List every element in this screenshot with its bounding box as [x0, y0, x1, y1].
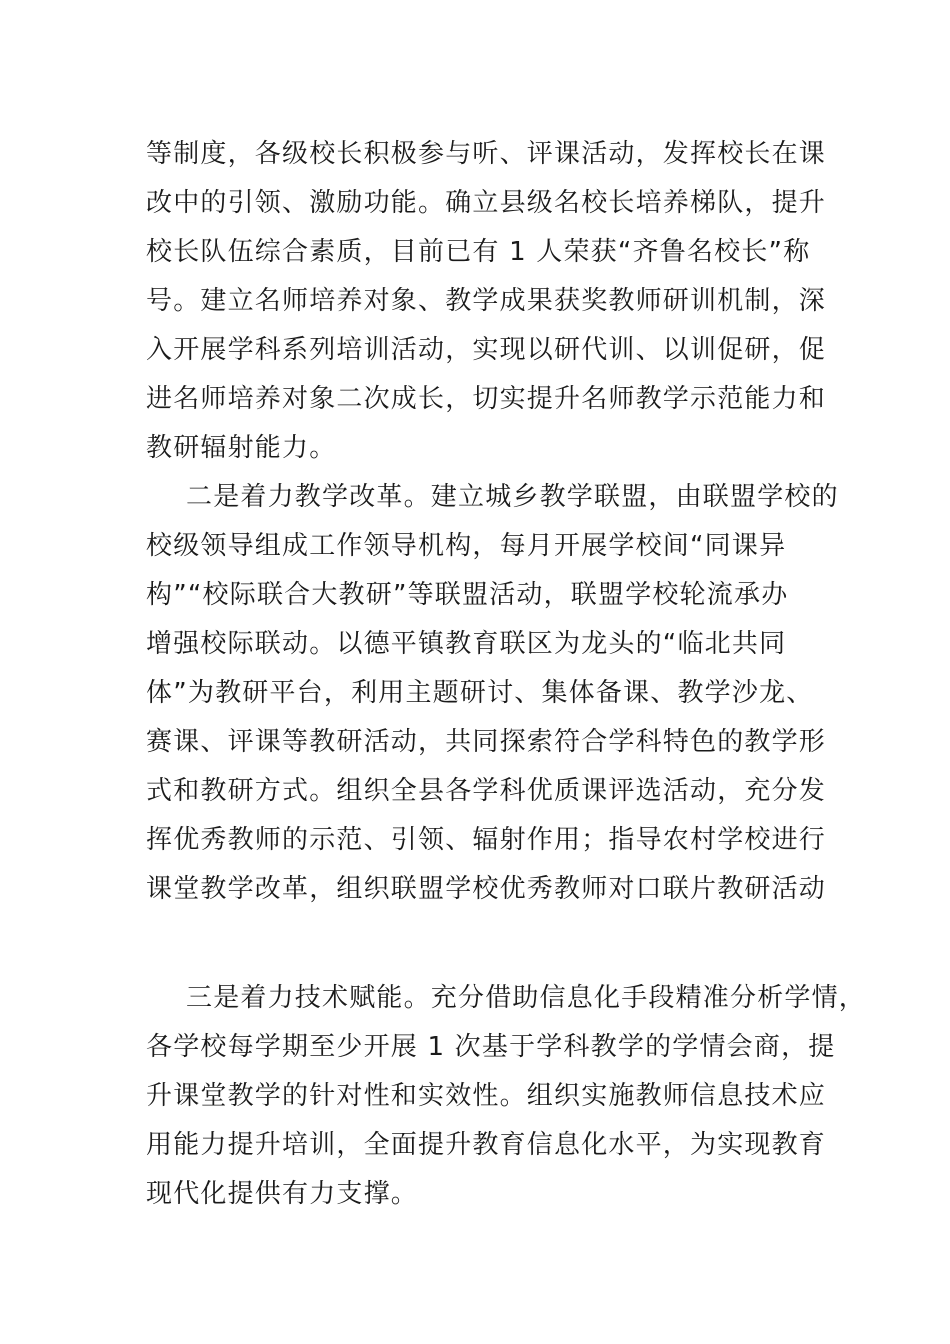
paragraph-2-line-1: 二是着力教学改革。建立城乡教学联盟，由联盟学校的: [186, 482, 839, 512]
paragraph-3-line-5: 现代化提供有力支撑。: [146, 1179, 419, 1209]
paragraph-2-line-6: 赛课、评课等教研活动，共同探索符合学科特色的教学形: [146, 727, 827, 757]
paragraph-2-line-3: 构”“校际联合大教研”等联盟活动，联盟学校轮流承办: [146, 580, 789, 610]
paragraph-2-line-9: 课堂教学改革，组织联盟学校优秀教师对口联片教研活动: [146, 874, 827, 904]
paragraph-3-line-4: 用能力提升培训，全面提升教育信息化水平，为实现教育: [146, 1130, 827, 1160]
paragraph-3-line-3: 升课堂教学的针对性和实效性。组织实施教师信息技术应: [146, 1081, 827, 1111]
paragraph-1-line-7: 教研辐射能力。: [146, 433, 337, 463]
paragraph-1-line-1: 等制度，各级校长积极参与听、评课活动，发挥校长在课: [146, 139, 827, 169]
paragraph-2-line-2: 校级领导组成工作领导机构，每月开展学校间“同课异: [146, 531, 787, 561]
paragraph-1-line-2: 改中的引领、激励功能。确立县级名校长培养梯队，提升: [146, 188, 827, 218]
paragraph-2-line-8: 挥优秀教师的示范、引领、辐射作用；指导农村学校进行: [146, 825, 827, 855]
paragraph-2-line-4: 增强校际联动。以德平镇教育联区为龙头的“临北共同: [146, 629, 787, 659]
paragraph-1-line-3: 校长队伍综合素质，目前已有 1 人荣获“齐鲁名校长”称: [146, 237, 811, 267]
paragraph-2-line-7: 式和教研方式。组织全县各学科优质课评选活动，充分发: [146, 776, 827, 806]
paragraph-1-line-4: 号。建立名师培养对象、教学成果获奖教师研训机制，深: [146, 286, 827, 316]
paragraph-3-line-1: 三是着力技术赋能。充分借助信息化手段精准分析学情，: [186, 983, 867, 1013]
paragraph-3-line-2: 各学校每学期至少开展 1 次基于学科教学的学情会商，提: [146, 1032, 836, 1062]
paragraph-2-line-5: 体”为教研平台，利用主题研讨、集体备课、教学沙龙、: [146, 678, 814, 708]
paragraph-1-line-5: 入开展学科系列培训活动，实现以研代训、以训促研，促: [146, 335, 827, 365]
paragraph-1-line-6: 进名师培养对象二次成长，切实提升名师教学示范能力和: [146, 384, 827, 414]
